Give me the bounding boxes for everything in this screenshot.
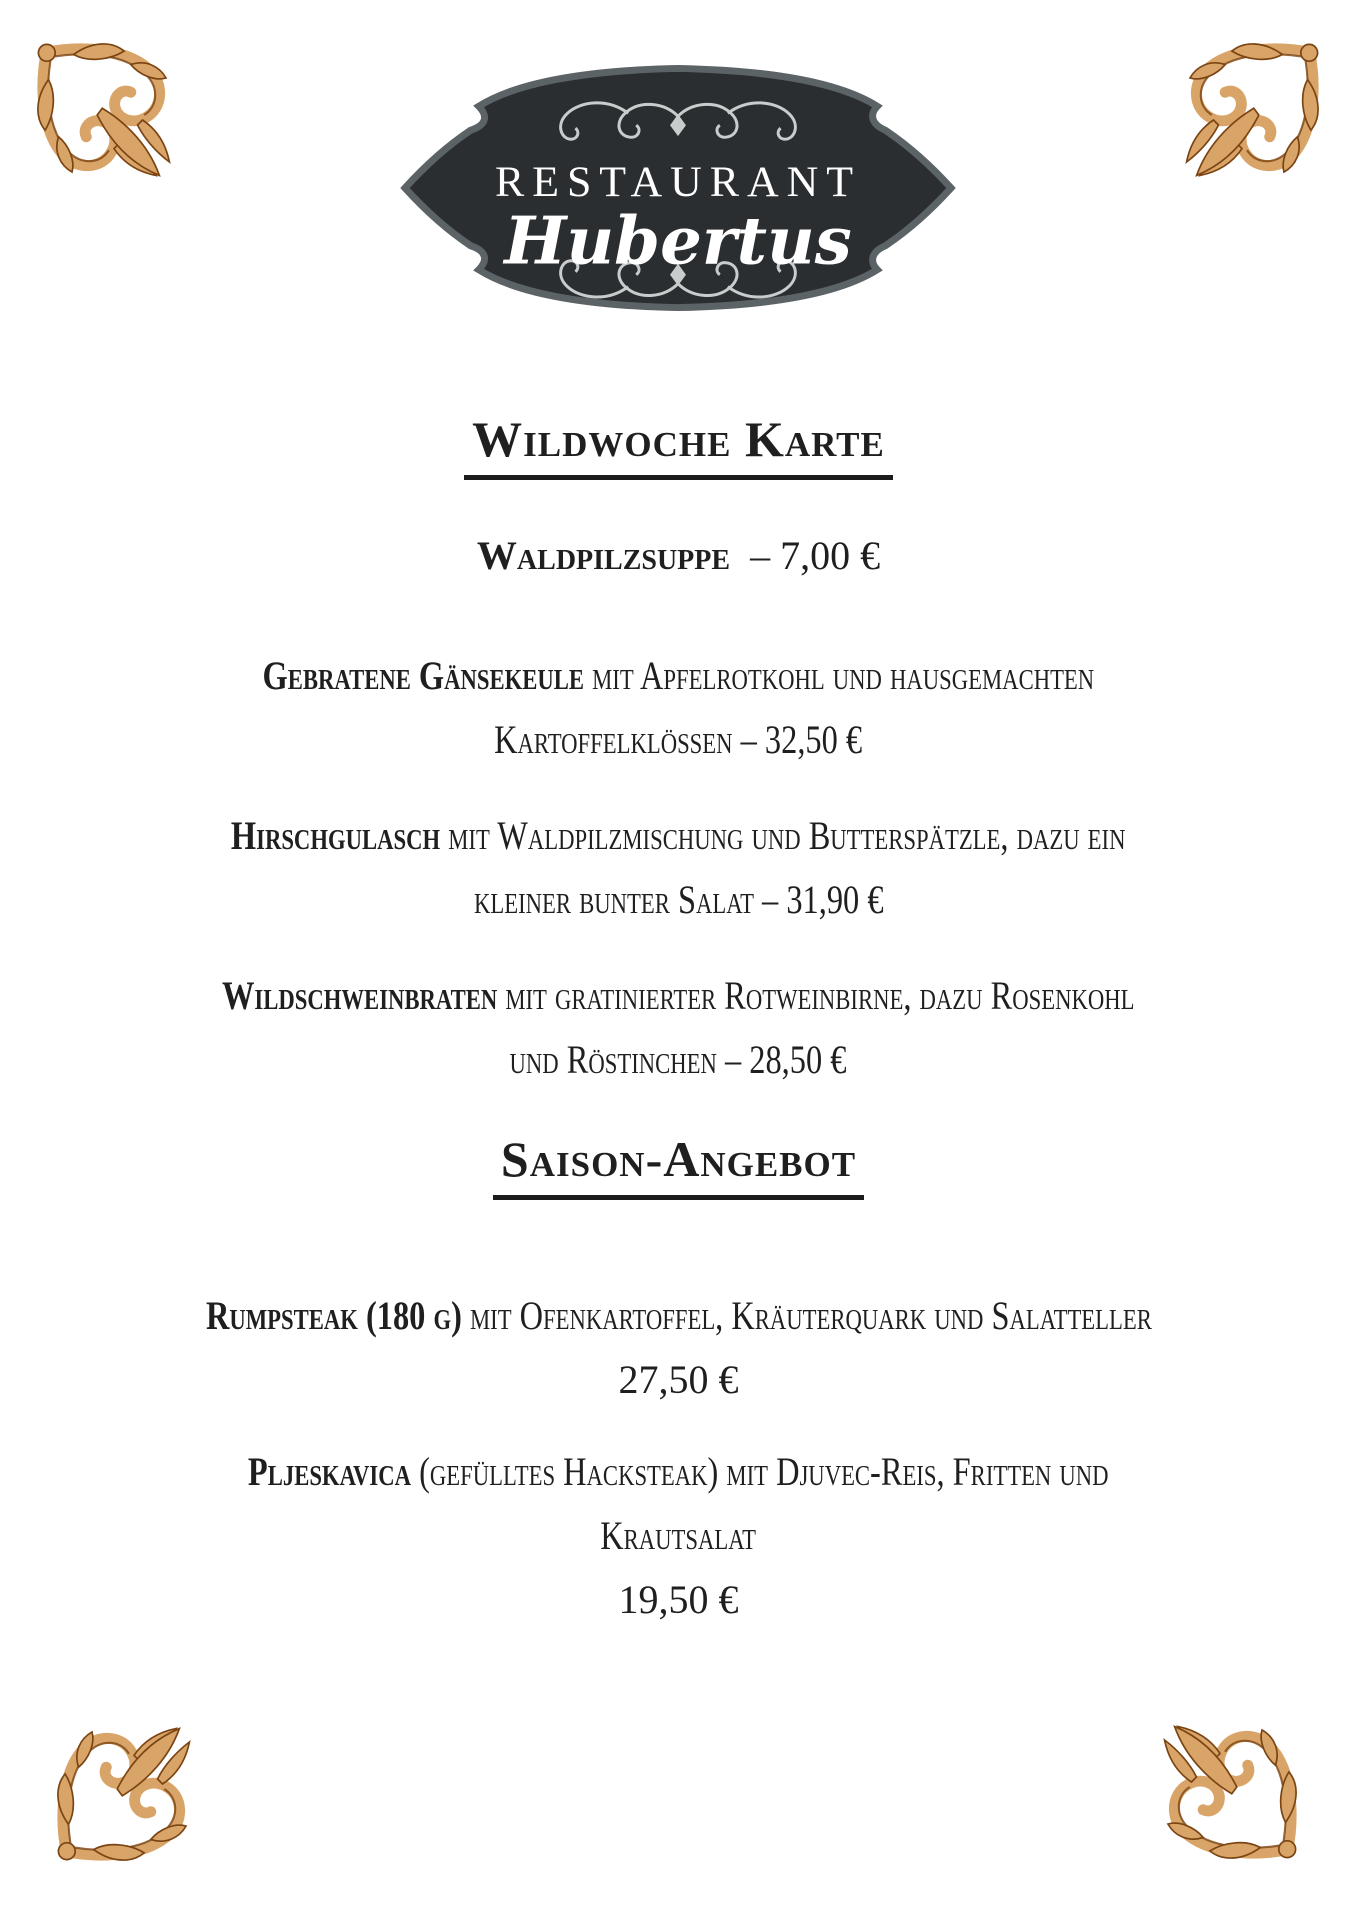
menu-item-name: Rumpsteak (180 g) bbox=[205, 1293, 462, 1338]
menu-item-name: Waldpilzsuppe bbox=[476, 533, 731, 578]
menu-item-rumpsteak bbox=[0, 1284, 1357, 1412]
menu-item-name: Hirschgulasch bbox=[231, 813, 441, 858]
menu-item-desc: und Röstinchen – 28,50 € bbox=[510, 1037, 847, 1082]
menu-item-desc: mit Waldpilzmischung und Butterspätzle, dazu ein bbox=[440, 813, 1126, 858]
menu-item-line bbox=[0, 1348, 1357, 1412]
menu-item-desc: mit gratinierter Rotweinbirne, dazu Rosenkohl bbox=[497, 973, 1135, 1018]
menu-item-hirschgulasch bbox=[0, 804, 1357, 932]
menu-item-desc: Krautsalat bbox=[600, 1513, 757, 1558]
logo-restaurant-label: RESTAURANT bbox=[495, 157, 861, 206]
corner-flourish-bottom-left-icon bbox=[50, 1700, 218, 1868]
corner-flourish-top-right-icon bbox=[1158, 36, 1326, 204]
menu-item-line bbox=[0, 1568, 1357, 1632]
menu-item-desc: Kartoffelklößen – 32,50 € bbox=[494, 717, 863, 762]
menu-item-line bbox=[0, 524, 1357, 588]
logo-name-label: Hubertus bbox=[504, 201, 852, 280]
menu-item-desc: (gefülltes Hacksteak) mit Djuvec-Reis, Fritten und bbox=[411, 1449, 1109, 1494]
menu-item-desc: mit Apfelrotkohl und hausgemachten bbox=[584, 653, 1095, 698]
section-heading-wrap bbox=[0, 408, 1357, 480]
section-title-wildwoche: Wildwoche Karte bbox=[464, 408, 893, 480]
menu-item-name: Gebratene Gänsekeule bbox=[262, 653, 585, 698]
menu-item-line bbox=[0, 1504, 1357, 1568]
menu-item-name: Pljeskavica bbox=[248, 1449, 412, 1494]
menu-item-gaensekeule bbox=[0, 644, 1357, 772]
menu-item-pljeskavica bbox=[0, 1440, 1357, 1632]
section-title-saison-angebot: Saison-Angebot bbox=[493, 1128, 864, 1200]
menu-item-price: 19,50 € bbox=[618, 1577, 739, 1622]
restaurant-logo-plaque bbox=[399, 56, 957, 320]
menu-item-wildschweinbraten bbox=[0, 964, 1357, 1092]
section-heading-wrap bbox=[0, 1128, 1357, 1200]
menu-item-waldpilzsuppe bbox=[0, 524, 1357, 588]
menu-item-desc: mit Ofenkartoffel, Kräuterquark und Salatteller bbox=[461, 1293, 1152, 1338]
menu-item-name: Wildschweinbraten bbox=[222, 973, 498, 1018]
menu-item-line bbox=[0, 708, 1357, 772]
menu-item-line bbox=[0, 1028, 1357, 1092]
menu-item-line bbox=[0, 868, 1357, 932]
menu-item-price: 27,50 € bbox=[618, 1357, 739, 1402]
menu-item-line bbox=[0, 644, 1357, 708]
menu-item-line bbox=[0, 964, 1357, 1028]
corner-flourish-bottom-right-icon bbox=[1136, 1698, 1304, 1866]
menu-item-line bbox=[0, 1440, 1357, 1504]
menu-item-desc: kleiner bunter Salat – 31,90 € bbox=[473, 877, 884, 922]
menu-item-line bbox=[0, 804, 1357, 868]
corner-flourish-top-left-icon bbox=[30, 36, 198, 204]
menu-item-desc: – 7,00 € bbox=[730, 533, 881, 578]
menu-item-line bbox=[0, 1284, 1357, 1348]
